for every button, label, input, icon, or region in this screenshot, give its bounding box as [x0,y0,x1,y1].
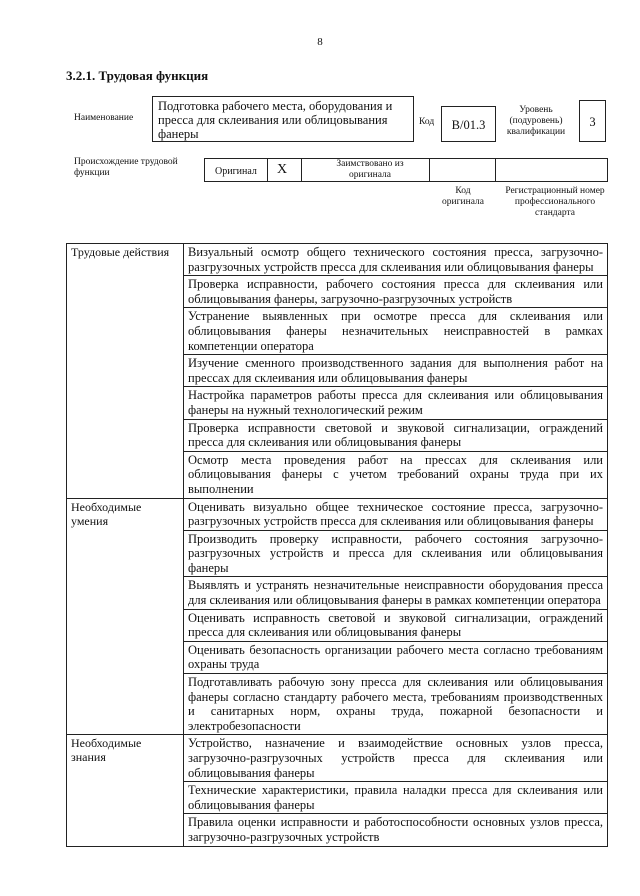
labor-action-item: Настройка параметров работы пресса для склеивания или облицовывания фанеры на нужный технологический режим [184,387,608,419]
skill-item: Оценивать безопасность организации рабочего места согласно требованиям охраны труда [184,641,608,673]
skill-item: Оценивать исправность световой и звуковой сигнализации, ограждений пресса для склеивания или облицовывания фанеры [184,609,608,641]
knowledge-item: Правила оценки исправности и работоспособности основных узлов пресса, загрузочно-разгрузочных устройств [184,814,608,846]
section-heading: Трудовые действия [67,244,184,499]
origin-divider [495,159,496,181]
qualification-level-field: 3 [579,100,606,142]
original-checkmark: X [277,162,288,177]
skill-item: Производить проверку исправности, рабочего состояния загрузочно-разгрузочных устройств и пресса для склеивания или облицовывания фанеры [184,530,608,577]
section-heading: Необходимые умения [67,498,184,735]
labor-action-item: Проверка исправности световой и звуковой сигнализации, ограждений пресса для склеивания или облицовывания фанеры [184,419,608,451]
original-option-label: Оригинал [215,166,257,177]
origin-divider [301,159,302,181]
origin-label: Происхождение трудовой функции [74,157,178,178]
knowledge-item: Технические характеристики, правила наладки пресса для склеивания или облицовывания фанеры [184,782,608,814]
labor-action-item: Осмотр места проведения работ на прессах для склеивания или облицовывания фанеры с учетом требований охраны труда при их выполнении [184,451,608,498]
table-row [67,735,608,782]
origin-divider [429,159,430,181]
labor-action-item: Устранение выявленных при осмотре пресса для склеивания или облицовывания фанеры незначительных неисправностей в рамках компетенции оператора [184,308,608,355]
code-label: Код [419,117,435,127]
section-heading: Необходимые знания [67,735,184,846]
table-row [67,498,608,530]
borrowed-option-label: Заимствовано из оригинала [336,159,404,180]
qualification-level-label: Уровень (подуровень) квалификации [506,105,566,137]
registration-number-label: Регистрационный номер профессионального стандарта [505,186,605,218]
table-row [67,244,608,276]
labor-action-item: Проверка исправности, рабочего состояния пресса для склеивания или облицовывания фанеры, загрузочно-разгрузочных устройств [184,276,608,308]
original-code-label: Код оригинала [442,186,484,207]
labor-action-item: Визуальный осмотр общего технического состояния пресса, загрузочно-разгрузочных устройств пресса для склеивания или облицовывания фанеры [184,244,608,276]
origin-divider [267,159,268,181]
skill-item: Выявлять и устранять незначительные неисправности оборудования пресса для склеивания или облицовывания фанеры в рамках компетенции оператора [184,577,608,609]
competency-table [66,243,608,847]
skill-item: Подготавливать рабочую зону пресса для склеивания или облицовывания фанеры согласно стандарту рабочего места, требованиям производственных и санитарных норм, охраны труда, пожарной безопасности и электробезопасности [184,674,608,735]
labor-action-item: Изучение сменного производственного задания для выполнения работ на прессах для склеивания или облицовывания фанеры [184,355,608,387]
code-field: B/01.3 [441,106,496,142]
function-name-field: Подготовка рабочего места, оборудования и пресса для склеивания или облицовывания фанеры [152,96,414,142]
knowledge-item: Устройство, назначение и взаимодействие основных узлов пресса, загрузочно-разгрузочных устройств пресса для склеивания или облицовывания фанеры [184,735,608,782]
name-label: Наименование [74,113,134,123]
skill-item: Оценивать визуально общее техническое состояние пресса, загрузочно-разгрузочных устройств пресса для склеивания или облицовывания фанеры [184,498,608,530]
page-number: 8 [317,36,323,48]
section-title: 3.2.1. Трудовая функция [66,68,209,83]
